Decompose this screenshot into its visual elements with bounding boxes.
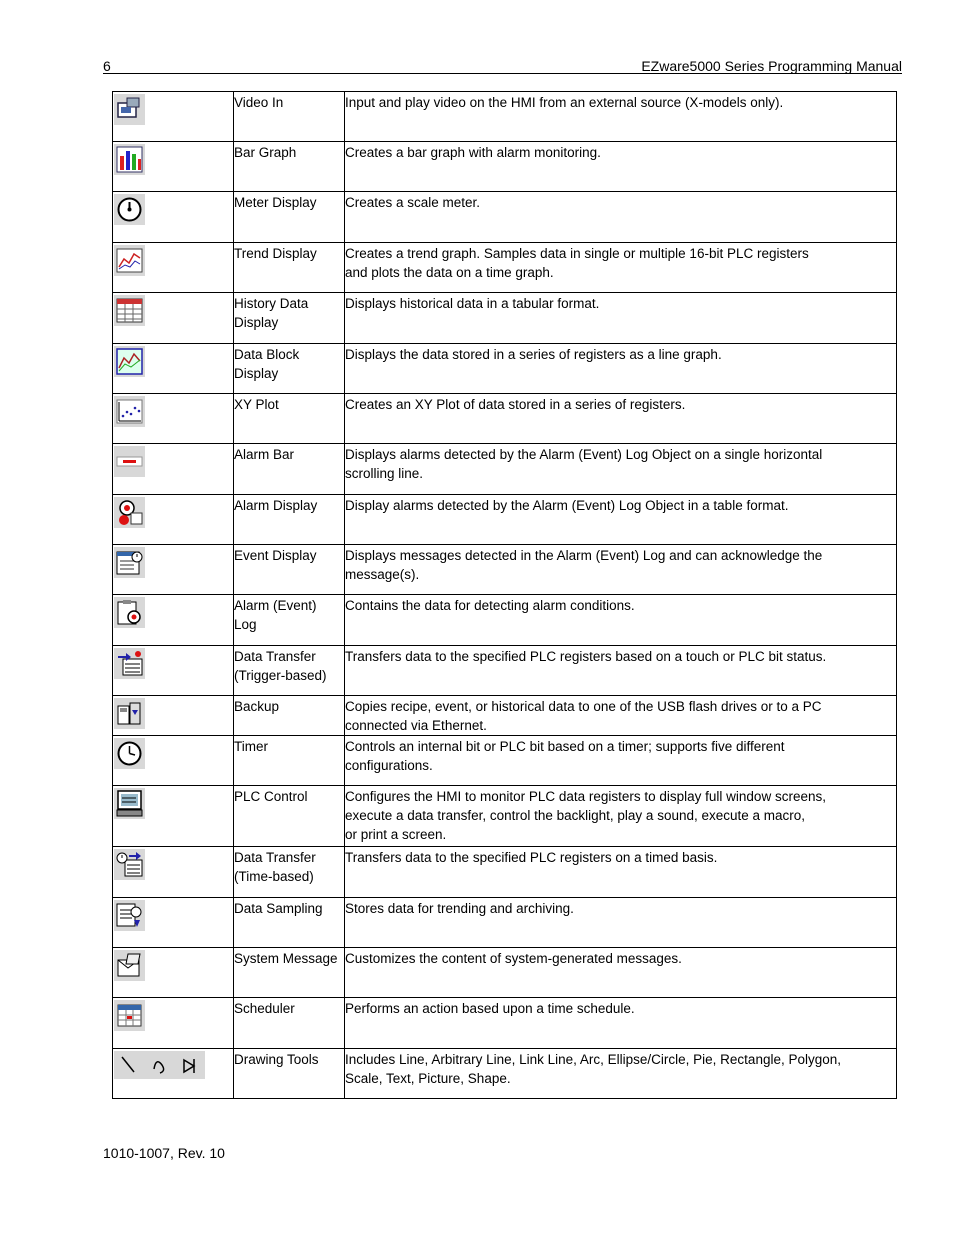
data-block-display-icon [114,346,145,377]
icon-cell [113,736,234,786]
drawing-tools-icon [114,1051,205,1079]
icon-cell [113,92,234,142]
table-row [113,948,897,998]
table-row [113,444,897,495]
object-name: PLC Control [234,786,345,847]
object-description: Transfers data to the specified PLC registers based on a touch or PLC bit status. [345,646,897,696]
object-name: Alarm Bar [234,444,345,495]
object-description: Customizes the content of system-generated messages. [345,948,897,998]
backup-icon [114,698,145,729]
table-row [113,786,897,847]
object-description: Controls an internal bit or PLC bit based on a timer; supports five different configurations. [345,736,897,786]
page-number: 6 [103,58,111,74]
data-transfer-time-icon [114,849,145,880]
object-description: Includes Line, Arbitrary Line, Link Line, Arc, Ellipse/Circle, Pie, Rectangle, Polygon, Scale, Text, Picture, Shape. [345,1049,897,1099]
table-row [113,344,897,394]
icon-cell [113,1049,234,1099]
table-row [113,847,897,898]
object-description: Performs an action based upon a time schedule. [345,998,897,1049]
table-row [113,142,897,192]
icon-cell [113,444,234,495]
icon-cell [113,595,234,646]
bar-graph-icon [114,144,145,175]
alarm-display-icon [114,497,145,528]
object-description: Copies recipe, event, or historical data to one of the USB flash drives or to a PC connected via Ethernet. [345,696,897,736]
object-name: Trend Display [234,243,345,293]
object-description: Creates an XY Plot of data stored in a series of registers. [345,394,897,444]
objects-table [112,91,897,1099]
timer-icon [114,738,145,769]
object-name: Timer [234,736,345,786]
object-name: System Message [234,948,345,998]
icon-cell [113,243,234,293]
data-sampling-icon [114,900,145,931]
object-name: Video In [234,92,345,142]
table-row [113,696,897,736]
object-description: Configures the HMI to monitor PLC data registers to display full window screens, execute a data transfer, control the backlight, play a sound, execute a macro, or print a screen. [345,786,897,847]
event-display-icon [114,547,145,578]
table-row [113,898,897,948]
video-in-icon [114,94,145,125]
alarm-bar-icon [114,446,145,477]
object-description: Display alarms detected by the Alarm (Event) Log Object in a table format. [345,495,897,545]
icon-cell [113,142,234,192]
table-row [113,243,897,293]
icon-cell [113,545,234,595]
icon-cell [113,847,234,898]
object-description: Creates a trend graph. Samples data in single or multiple 16-bit PLC registers and plots the data on a time graph. [345,243,897,293]
object-name: Alarm (Event) Log [234,595,345,646]
history-data-display-icon [114,295,145,326]
object-description: Stores data for trending and archiving. [345,898,897,948]
object-name: Data Transfer (Trigger-based) [234,646,345,696]
icon-cell [113,786,234,847]
table-row [113,92,897,142]
object-description: Displays alarms detected by the Alarm (Event) Log Object on a single horizontal scrolling line. [345,444,897,495]
object-name: XY Plot [234,394,345,444]
object-description: Displays the data stored in a series of registers as a line graph. [345,344,897,394]
icon-cell [113,898,234,948]
object-description: Contains the data for detecting alarm conditions. [345,595,897,646]
icon-cell [113,998,234,1049]
meter-display-icon [114,194,145,225]
plc-control-icon [114,788,145,819]
header-rule [103,73,902,74]
object-name: Data Block Display [234,344,345,394]
icon-cell [113,646,234,696]
icon-cell [113,192,234,243]
icon-cell [113,495,234,545]
object-name: Bar Graph [234,142,345,192]
object-description: Displays messages detected in the Alarm (Event) Log and can acknowledge the message(s). [345,545,897,595]
table-row [113,293,897,344]
icon-cell [113,696,234,736]
icon-cell [113,293,234,344]
table-row [113,736,897,786]
object-description: Creates a scale meter. [345,192,897,243]
scheduler-icon [114,1000,145,1031]
table-row [113,192,897,243]
table-row [113,495,897,545]
object-name: Event Display [234,545,345,595]
object-description: Creates a bar graph with alarm monitoring. [345,142,897,192]
object-name: History Data Display [234,293,345,344]
manual-title: EZware5000 Series Programming Manual [641,58,902,74]
object-name: Meter Display [234,192,345,243]
document-number: 1010-1007, Rev. 10 [103,1145,225,1161]
object-description: Input and play video on the HMI from an external source (X-models only). [345,92,897,142]
object-description: Transfers data to the specified PLC registers on a timed basis. [345,847,897,898]
object-name: Scheduler [234,998,345,1049]
icon-cell [113,344,234,394]
table-row [113,545,897,595]
table-row [113,998,897,1049]
object-name: Drawing Tools [234,1049,345,1099]
object-description: Displays historical data in a tabular format. [345,293,897,344]
trend-display-icon [114,245,145,276]
object-name: Backup [234,696,345,736]
object-name: Data Sampling [234,898,345,948]
icon-cell [113,948,234,998]
icon-cell [113,394,234,444]
system-message-icon [114,950,145,981]
table-row [113,646,897,696]
object-name: Data Transfer (Time-based) [234,847,345,898]
data-transfer-trigger-icon [114,648,145,679]
alarm-event-log-icon [114,597,145,628]
table-row [113,595,897,646]
xy-plot-icon [114,396,145,427]
table-row [113,1049,897,1099]
table-row [113,394,897,444]
object-name: Alarm Display [234,495,345,545]
